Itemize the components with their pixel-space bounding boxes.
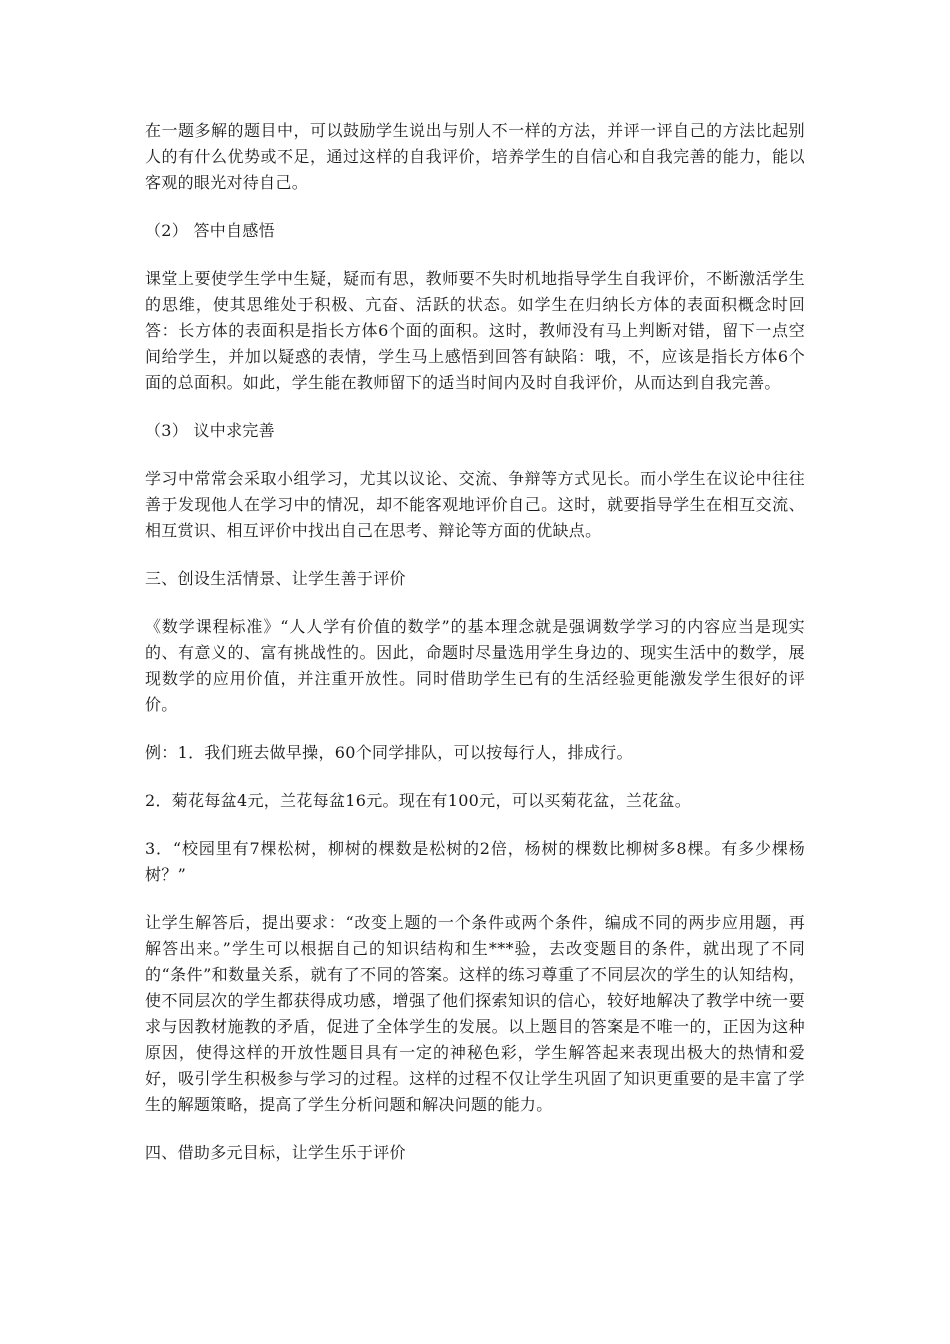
section-heading-three: 三、创设生活情景、让学生善于评价 [145,569,406,588]
heading-answer-reflection: （2） 答中自感悟 [145,221,275,240]
example-1: 例：1．我们班去做早操，60个同学排队，可以按每行人，排成行。 [145,743,633,762]
paragraph-classroom: 课堂上要使学生学中生疑，疑而有思，教师要不失时机地指导学生自我评价，不断激活学生的思维，使其思维处于积极、亢奋、活跃的状态。如学生在归纳长方体的表面积概念时回答：长方体的表面积是指长方体6个面的面积。这时，教师没有马上判断对错，留下一点空间给学生，并加以疑惑的表情，学生马上感悟到回答有缺陷：哦，不，应该是指长方体6个面的总面积。如此，学生能在教师留下的适当时间内及时自我评价，从而达到自我完善。 [145,269,805,392]
paragraph-explanation: 让学生解答后，提出要求：“改变上题的一个条件或两个条件，编成不同的两步应用题，再解答出来。”学生可以根据自己的知识结构和生***验，去改变题目的条件，就出现了不同的“条件”和数量关系，就有了不同的答案。这样的练习尊重了不同层次的学生的认知结构，使不同层次的学生都获得成功感，增强了他们探索知识的信心，较好地解决了教学中统一要求与因教材施教的矛盾，促进了全体学生的发展。以上题目的答案是不唯一的，正因为这种原因，使得这样的开放性题目具有一定的神秘色彩，学生解答起来表现出极大的热情和爱好，吸引学生积极参与学习的过程。这样的过程不仅让学生巩固了知识更重要的是丰富了学生的解题策略，提高了学生分析问题和解决问题的能力。 [145,913,805,1114]
paragraph-intro: 在一题多解的题目中，可以鼓励学生说出与别人不一样的方法，并评一评自己的方法比起别人的有什么优势或不足，通过这样的自我评价，培养学生的自信心和自我完善的能力，能以客观的眼光对待自己。 [145,121,805,192]
section-heading-four: 四、借助多元目标，让学生乐于评价 [145,1143,406,1162]
paragraph-curriculum: 《数学课程标准》“人人学有价值的数学”的基本理念就是强调数学学习的内容应当是现实的、有意义的、富有挑战性的。因此，命题时尽量选用学生身边的、现实生活中的数学，展现数学的应用价值，并注重开放性。同时借助学生已有的生活经验更能激发学生很好的评价。 [145,617,805,714]
document-page [145,118,805,1188]
heading-discussion: （3） 议中求完善 [145,421,275,440]
paragraph-group-study: 学习中常常会采取小组学习，尤其以议论、交流、争辩等方式见长。而小学生在议论中往往善于发现他人在学习中的情况，却不能客观地评价自己。这时，就要指导学生在相互交流、相互赏识、相互评价中找出自己在思考、辩论等方面的优缺点。 [145,469,805,540]
example-3: 3．“校园里有7棵松树，柳树的棵数是松树的2倍，杨树的棵数比柳树多8棵。有多少棵杨树？” [145,839,805,884]
example-2: 2．菊花每盆4元，兰花每盆16元。现在有100元，可以买菊花盆，兰花盆。 [145,791,692,810]
